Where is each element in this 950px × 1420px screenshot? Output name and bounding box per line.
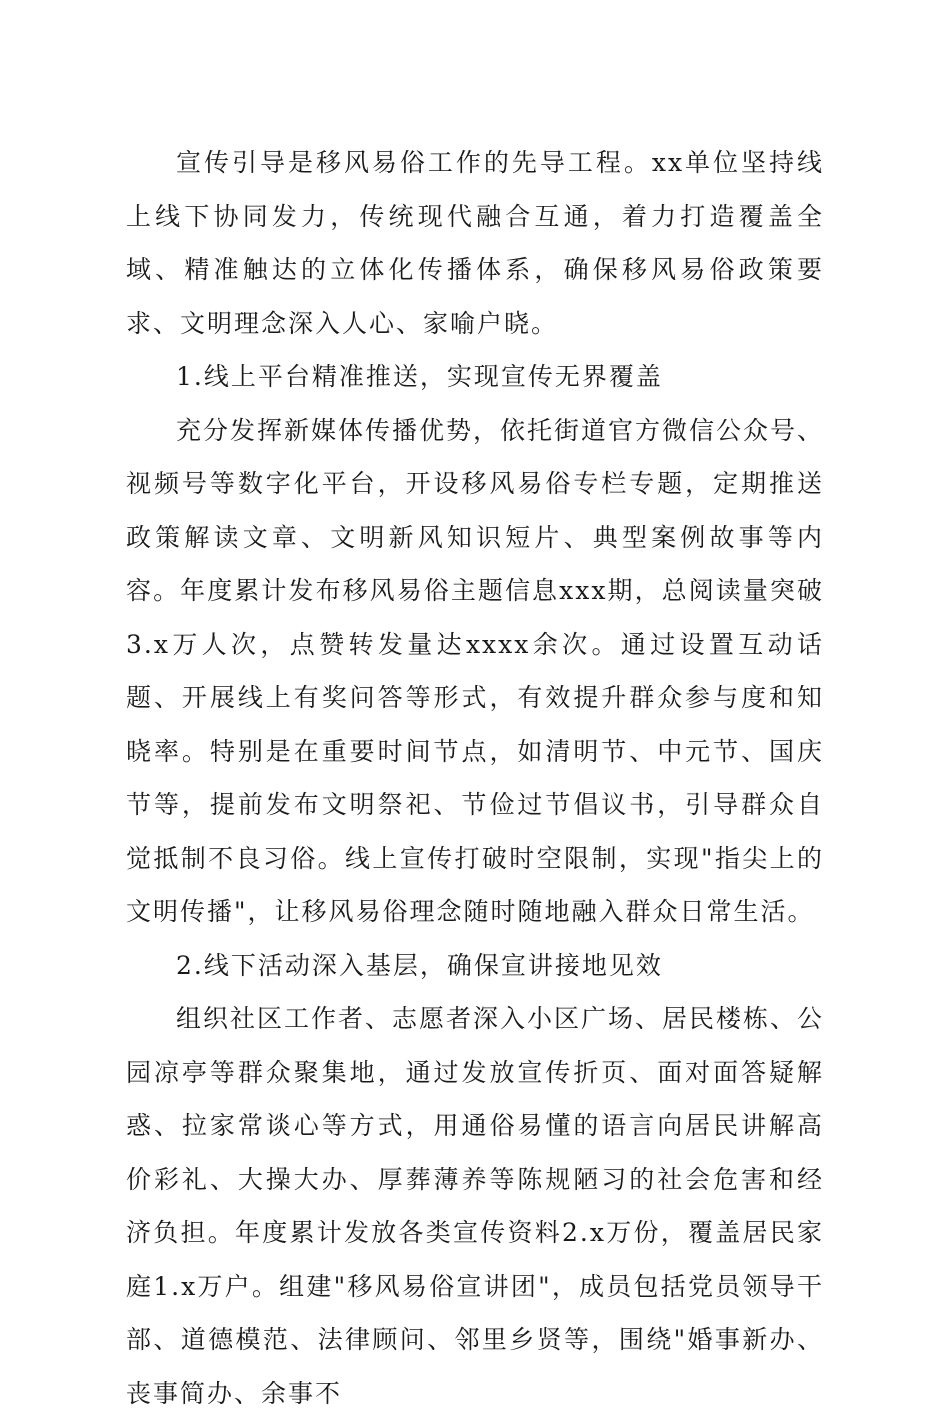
document-body: [126, 136, 824, 1420]
online-paragraph: 充分发挥新媒体传播优势，依托街道官方微信公众号、视频号等数字化平台，开设移风易俗专栏专题，定期推送政策解读文章、文明新风知识短片、典型案例故事等内容。年度累计发布移风易俗主题信息xxx期，总阅读量突破3.x万人次，点赞转发量达xxxx余次。通过设置互动话题、开展线上有奖问答等形式，有效提升群众参与度和知晓率。特别是在重要时间节点，如清明节、中元节、国庆节等，提前发布文明祭祀、节俭过节倡议书，引导群众自觉抵制不良习俗。线上宣传打破时空限制，实现"指尖上的文明传播"，让移风易俗理念随时随地融入群众日常生活。: [126, 415, 825, 926]
intro-paragraph: 宣传引导是移风易俗工作的先导工程。xx单位坚持线上线下协同发力，传统现代融合互通，着力打造覆盖全域、精准触达的立体化传播体系，确保移风易俗政策要求、文明理念深入人心、家喻户晓。: [126, 148, 824, 338]
section-heading-online: 1.线上平台精准推送，实现宣传无界覆盖: [176, 362, 663, 391]
offline-paragraph: 组织社区工作者、志愿者深入小区广场、居民楼栋、公园凉亭等群众聚集地，通过发放宣传折页、面对面答疑解惑、拉家常谈心等方式，用通俗易懂的语言向居民讲解高价彩礼、大操大办、厚葬薄养等陈规陋习的社会危害和经济负担。年度累计发放各类宣传资料2.x万份，覆盖居民家庭1.x万户。组建"移风易俗宣讲团"，成员包括党员领导干部、道德模范、法律顾问、邻里乡贤等，围绕"婚事新办、丧事简办、余事不: [126, 1004, 825, 1408]
section-heading-offline: 2.线下活动深入基层，确保宣讲接地见效: [176, 950, 663, 980]
